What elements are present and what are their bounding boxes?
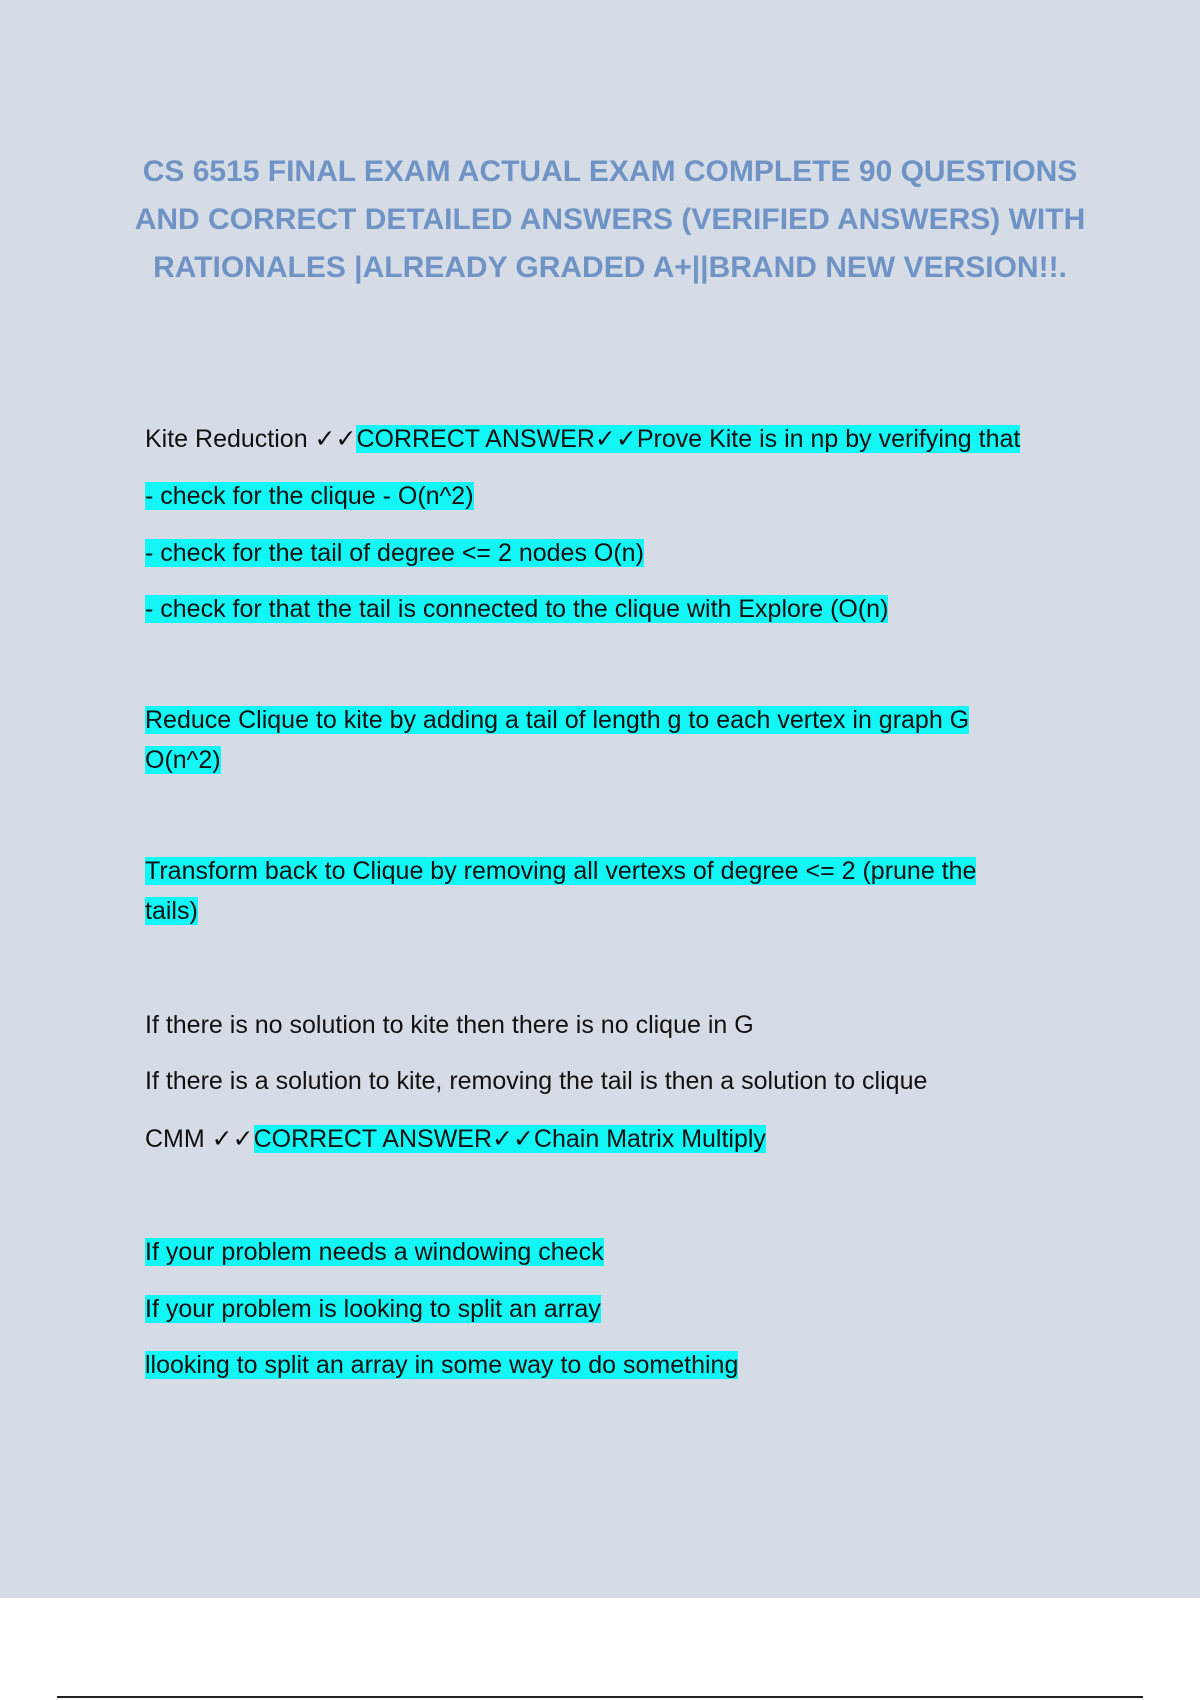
answer-line — [145, 700, 969, 740]
document-title: CS 6515 FINAL EXAM ACTUAL EXAM COMPLETE 90 QUESTIONS AND CORRECT DETAILED ANSWERS (VERIFIED ANSWERS) WITH RATIONALES |ALREADY GRADED A+||BRAND NEW VERSION!!. — [134, 155, 1086, 284]
answer-line — [145, 740, 221, 780]
answer-text: If your problem is looking to split an array — [145, 1295, 601, 1323]
answer-line — [145, 533, 644, 573]
answer-text: - check for the clique - O(n^2) — [145, 482, 474, 510]
check-marks-icon: ✓✓ — [314, 425, 357, 453]
check-marks-icon: ✓✓ — [492, 1125, 534, 1153]
answer-highlight — [356, 425, 1020, 453]
answer-line — [145, 589, 888, 629]
answer-text: Transform back to Clique by removing all vertexs of degree <= 2 (prune the — [145, 857, 977, 885]
question-cmm — [145, 1119, 766, 1159]
answer-line — [145, 476, 474, 516]
answer-text: If your problem needs a windowing check — [145, 1238, 604, 1266]
answer-text: tails) — [145, 897, 198, 925]
question-text: CMM — [145, 1125, 212, 1153]
answer-line — [145, 1232, 604, 1272]
answer-line — [145, 1345, 738, 1385]
answer-text: Chain Matrix Multiply — [533, 1125, 766, 1153]
answer-label: CORRECT ANSWER — [253, 1125, 493, 1153]
footer-divider — [57, 1696, 1143, 1698]
answer-text: O(n^2) — [145, 746, 221, 774]
answer-highlight — [254, 1125, 766, 1153]
answer-text: Prove Kite is in np by verifying that — [636, 425, 1021, 453]
answer-line — [145, 1289, 601, 1329]
question-kite-reduction — [145, 419, 1020, 459]
body-line: If there is a solution to kite, removing the tail is then a solution to clique — [145, 1067, 928, 1095]
answer-line — [145, 891, 198, 931]
answer-text: Explore (O(n) — [738, 595, 889, 623]
answer-text: - check for the tail of degree <= 2 nodes O(n) — [145, 539, 644, 567]
answer-text: - check for that the tail is connected to the clique with — [145, 595, 739, 623]
answer-text: llooking to split an array in some way to do something — [145, 1351, 739, 1379]
check-marks-icon: ✓✓ — [594, 425, 637, 453]
body-line: If there is no solution to kite then there is no clique in G — [145, 1011, 754, 1039]
check-marks-icon: ✓✓ — [211, 1125, 254, 1153]
question-text: Kite Reduction — [145, 425, 315, 453]
answer-line — [145, 851, 976, 891]
answer-text: Reduce Clique to kite by adding a tail of length g to each vertex in graph G — [145, 706, 970, 734]
answer-label: CORRECT ANSWER — [356, 425, 595, 453]
